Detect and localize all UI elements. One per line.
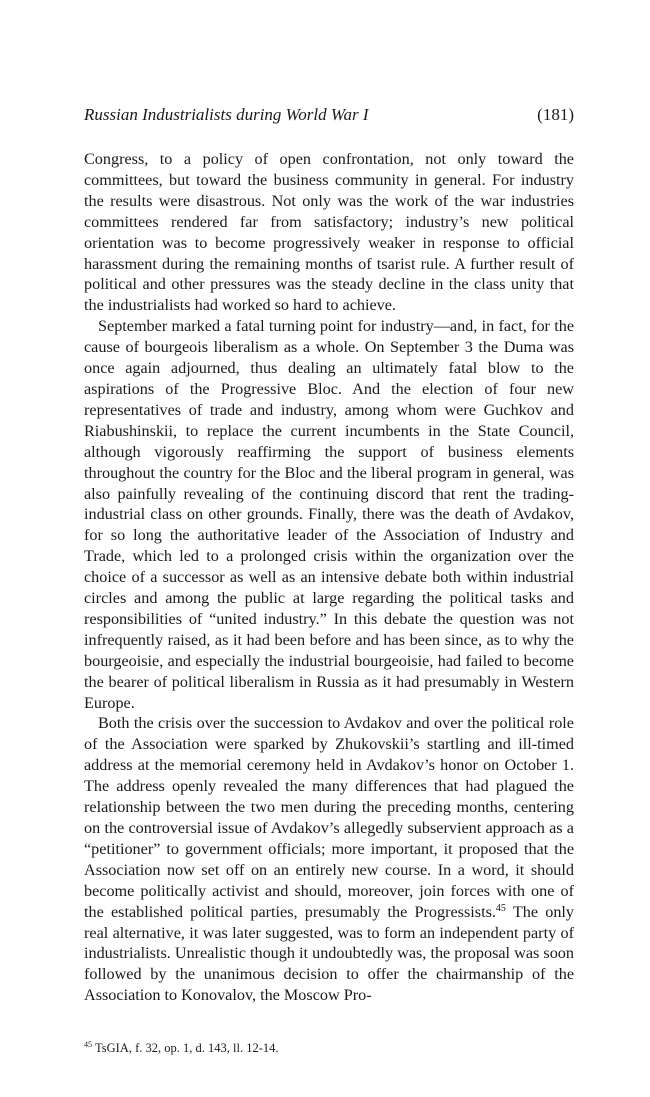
body-text: [84, 149, 574, 1006]
footnote-reference: 45: [495, 902, 506, 914]
running-head: [84, 104, 574, 126]
footnote-text: TsGIA, f. 32, op. 1, d. 143, ll. 12-14.: [95, 1041, 279, 1055]
paragraph-crisis-text-continued: The only real alternative, it was later suggested, was to form an independent party of industrialists. Unrealistic though it undoubtedly was, the proposal was soon followed by the unanimous decision to offer the chairmanship of the Association to Konovalov, the Moscow Pro-: [84, 902, 575, 1005]
paragraph-crisis-text: Both the crisis over the succession to Avdakov and over the political role of the Association were sparked by Zhukovskii’s startling and ill-timed address at the memorial ceremony held in Avdakov’s honor on October 1. The address openly revealed the many differences that had plagued the relationship between the two men during the preceding months, centering on the controversial issue of Avdakov’s allegedly subservient approach as a “petitioner” to government officials; more important, it proposed that the Association now set off on an entirely new course. In a word, it should become politically activist and should, moreover, join forces with one of the established political parties, presumably the Progressists.: [84, 714, 574, 921]
book-page: [84, 104, 575, 1055]
paragraph-crisis: [84, 713, 574, 1006]
footnote: [84, 1040, 279, 1056]
page-number: (181): [537, 105, 574, 124]
running-title: Russian Industrialists during World War I: [84, 105, 369, 124]
footnote-number: 45: [84, 1040, 92, 1049]
paragraph-september: September marked a fatal turning point for industry—and, in fact, for the cause of bourgeois liberalism as a whole. On September 3 the Duma was once again adjourned, thus dealing an ultimately fatal blow to the aspirations of the Progressive Bloc. And the election of four new representatives of trade and industry, among whom were Guchkov and Riabushinskii, to replace the current incumbents in the State Council, although vigorously reaffirming the support of business elements throughout the country for the Bloc and the liberal program in general, was also painfully revealing of the continuing discord that rent the trading-industrial class on other grounds. Finally, there was the death of Avdakov, for so long the authoritative leader of the Association of Industry and Trade, which led to a prolonged crisis within the organization over the choice of a successor as well as an intensive debate both within industrial circles and among the public at large regarding the political tasks and responsibilities of “united industry.” In this debate the question was not infrequently raised, as it had been before and has been since, as to why the bourgeoisie, and especially the industrial bourgeoisie, had failed to become the bearer of political liberalism in Russia as it had presumably in Western Europe.: [84, 317, 574, 712]
paragraph-continuation: Congress, to a policy of open confrontation, not only toward the committees, but toward the business community in general. For industry the results were disastrous. Not only was the work of the war industries committees rendered far from satisfactory; industry’s new political orientation was to become progressively weaker in response to official harassment during the remaining months of tsarist rule. A further result of political and other pressures was the steady decline in the class unity that the industrialists had worked so hard to achieve.: [84, 150, 574, 315]
